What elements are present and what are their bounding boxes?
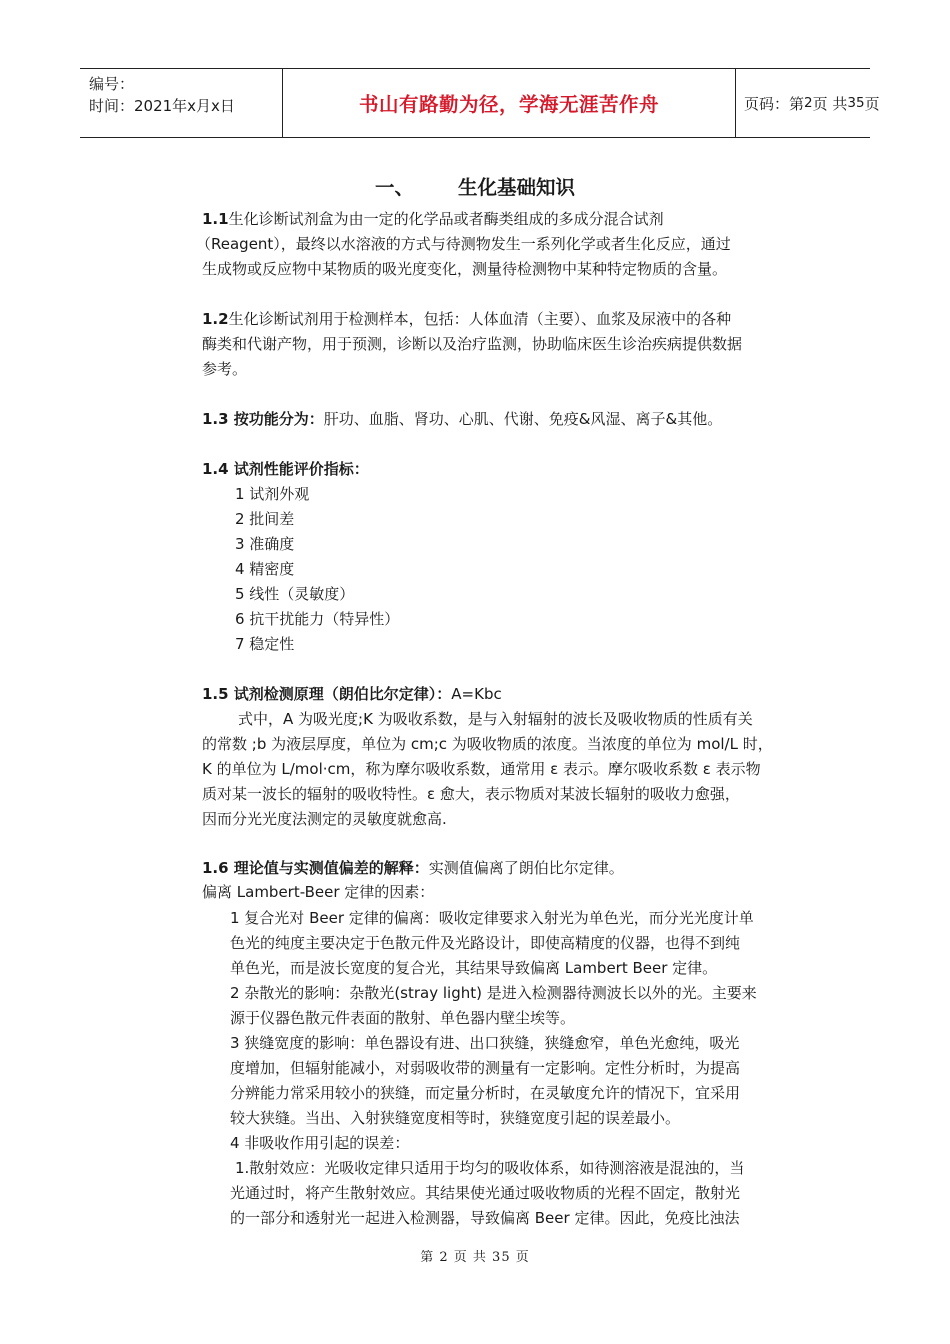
s1-5-line: 的常数 ;b 为液层厚度，单位为 cm;c 为吸收物质的浓度。当浓度的单位为 mol/L 时， <box>202 735 773 753</box>
s1-5-head: 1.5 试剂检测原理（朗伯比尔定律）： <box>202 685 452 703</box>
s1-4-item: 5 线性（灵敏度） <box>235 585 355 603</box>
s1-5-formula: A=Kbc <box>451 685 502 703</box>
s1-6-p2-line: 源于仪器色散元件表面的散射、单色器内壁尘埃等。 <box>230 1009 576 1027</box>
s1-4-item: 7 稳定性 <box>235 635 295 653</box>
s1-4-item: 6 抗干扰能力（特异性） <box>235 610 400 628</box>
s1-2-head: 1.2 <box>202 310 229 328</box>
s1-2-line-2: 酶类和代谢产物，用于预测，诊断以及治疗监测，协助临床医生诊治疾病提供数据 <box>202 335 743 353</box>
s1-6-p5-line: 的一部分和透射光一起进入检测器，导致偏离 Beer 定律。因此，免疫比浊法 <box>230 1209 740 1227</box>
s1-1-line-1 <box>202 209 664 229</box>
s1-1-line-3: 生成物或反应物中某物质的吸光度变化，测量待检测物中某种特定物质的含量。 <box>202 260 728 278</box>
s1-3-text: 肝功、血脂、肾功、心肌、代谢、免疫&风湿、离子&其他。 <box>323 410 723 428</box>
s1-6-p3-line: 度增加，但辐射能减小，对弱吸收带的测量有一定影响。定性分析时，为提高 <box>230 1059 741 1077</box>
s1-5-head-line <box>202 684 502 704</box>
s1-6-p5-line: 1.散射效应：光吸收定律只适用于均匀的吸收体系，如待测溶液是混浊的，当 <box>235 1159 745 1177</box>
s1-4-item: 4 精密度 <box>235 560 295 578</box>
s1-6-head-line <box>202 858 624 878</box>
s1-6-p4-line: 4 非吸收作用引起的误差： <box>230 1134 410 1152</box>
section-title <box>0 172 950 200</box>
s1-5-line: 质对某一波长的辐射的吸收特性。ε 愈大，表示物质对某波长辐射的吸收力愈强， <box>202 785 740 803</box>
s1-1-line-2: （Reagent），最终以水溶液的方式与待测物发生一系列化学或者生化反应，通过 <box>196 235 731 253</box>
s1-5-line: 因而分光光度法测定的灵敏度就愈高. <box>202 810 447 828</box>
s1-6-p3-line: 较大狭缝。当出、入射狭缝宽度相等时，狭缝宽度引起的误差最小。 <box>230 1109 681 1127</box>
page-mid: 页 共 <box>812 94 848 113</box>
s1-2-text-1: 生化诊断试剂用于检测样本，包括：人体血清（主要）、血浆及尿液中的各种 <box>228 310 732 328</box>
s1-5-line: K 的单位为 L/mol·cm，称为摩尔吸收系数，通常用 ε 表示。摩尔吸收系数 ε 表示物 <box>202 760 761 778</box>
header-meta <box>80 69 282 137</box>
page-suffix: 页 <box>864 94 880 113</box>
s1-1-head: 1.1 <box>202 210 229 228</box>
s1-6-p2-line: 2 杂散光的影响：杂散光(stray light) 是进入检测器待测波长以外的光。主要来 <box>230 984 757 1002</box>
s1-4-item: 2 批间差 <box>235 510 295 528</box>
page-header <box>80 68 880 138</box>
s1-6-head: 1.6 理论值与实测值偏差的解释： <box>202 859 429 877</box>
s1-6-p3-line: 3 狭缝宽度的影响：单色器设有进、出口狭缝，狭缝愈窄，单色光愈纯，吸光 <box>230 1034 740 1052</box>
s1-6-p1-line: 色光的纯度主要决定于色散元件及光路设计，即使高精度的仪器，也得不到纯 <box>230 934 741 952</box>
page-total: 35 <box>847 95 865 111</box>
s1-5-line: 式中，A 为吸光度;K 为吸收系数，是与入射辐射的波长及吸收物质的性质有关 <box>238 710 753 728</box>
page-prefix: 页码：第 <box>744 94 805 113</box>
header-motto: 书山有路勤为径，学海无涯苦作舟 <box>358 93 659 116</box>
s1-6-p5-line: 光通过时，将产生散射效应。其结果使光通过吸收物质的光程不固定，散射光 <box>230 1184 741 1202</box>
s1-4-item: 3 准确度 <box>235 535 295 553</box>
s1-2-line-1 <box>202 309 731 329</box>
s1-4-item: 1 试剂外观 <box>235 485 310 503</box>
s1-6-p3-line: 分辨能力常采用较小的狭缝，而定量分析时，在灵敏度允许的情况下，宜采用 <box>230 1084 741 1102</box>
s1-4-head <box>202 459 369 479</box>
s1-3-head: 1.3 按功能分为： <box>202 410 324 428</box>
s1-6-head-text: 实测值偏离了朗伯比尔定律。 <box>428 859 624 877</box>
section-title-number: 一、 <box>374 176 414 199</box>
section-title-text: 生化基础知识 <box>458 176 576 199</box>
s1-6-sub: 偏离 Lambert-Beer 定律的因素： <box>202 883 435 901</box>
s1-1-text-1: 生化诊断试剂盒为由一定的化学品或者酶类组成的多成分混合试剂 <box>228 210 664 228</box>
s1-6-p1-line: 1 复合光对 Beer 定律的偏离：吸收定律要求入射光为单色光，而分光光度计单 <box>230 909 754 927</box>
header-number-label: 编号： <box>89 75 135 93</box>
s1-2-line-3: 参考。 <box>202 360 248 378</box>
page-number: 2 <box>804 95 813 111</box>
s1-4-head-text: 1.4 试剂性能评价指标： <box>202 460 369 478</box>
s1-6-p1-line: 单色光，而是波长宽度的复合光，其结果导致偏离 Lambert Beer 定律。 <box>230 959 718 977</box>
header-motto-cell <box>282 69 736 137</box>
header-page-info <box>736 69 880 137</box>
s1-3-line <box>202 409 722 429</box>
header-date-label: 时间：2021年x月x日 <box>89 97 235 115</box>
page-footer: 第 2 页 共 35 页 <box>420 1250 530 1265</box>
